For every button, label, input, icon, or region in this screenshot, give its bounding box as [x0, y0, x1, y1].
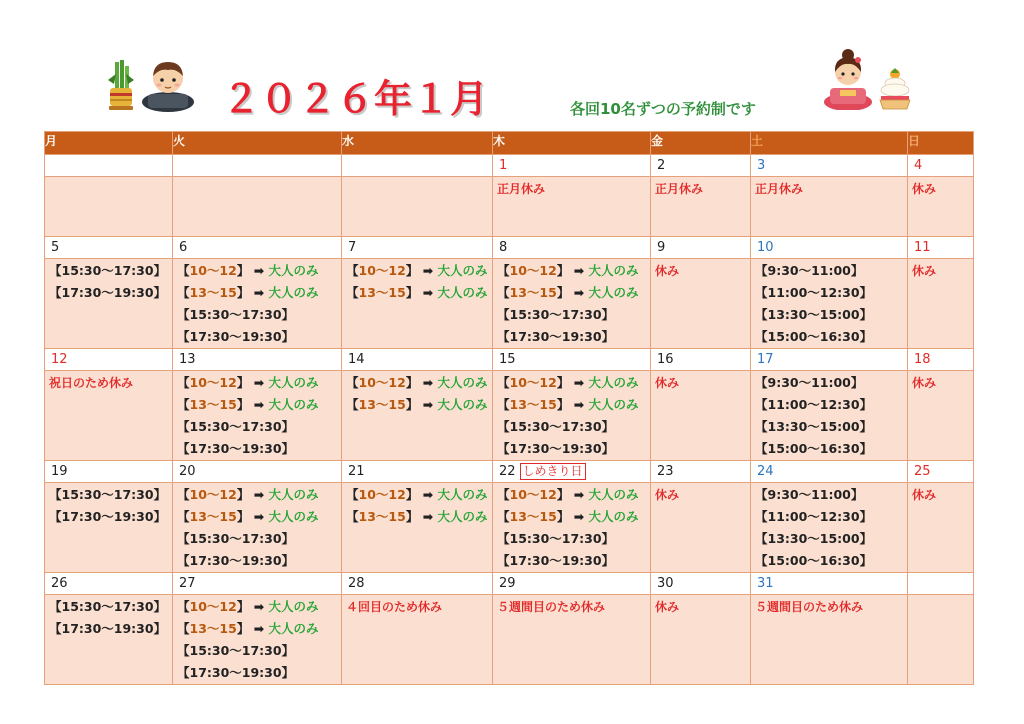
time-slot: 【17:30～19:30】: [49, 509, 167, 524]
date-cell: 29: [493, 573, 651, 595]
arrow-icon: ➡: [253, 621, 265, 636]
schedule-cell: [651, 259, 751, 349]
arrow-icon: ➡: [253, 263, 265, 278]
schedule-cell: [908, 259, 974, 349]
schedule-cell: [751, 177, 908, 237]
date-cell: 1: [493, 155, 651, 177]
date-cell: 27: [173, 573, 342, 595]
calendar-grid: [44, 131, 974, 685]
date-cell: 13: [173, 349, 342, 371]
date-cell: 7: [342, 237, 493, 259]
date-row: [45, 237, 974, 259]
date-cell: [342, 155, 493, 177]
arrow-icon: ➡: [253, 397, 265, 412]
adult-slot: 【10～12】 ➡ 大人のみ: [177, 263, 319, 278]
date-cell: 15: [493, 349, 651, 371]
schedule-cell: [908, 595, 974, 685]
date-cell: [173, 155, 342, 177]
time-slot: 【17:30～19:30】: [49, 621, 167, 636]
page-title: ２０２６年１月: [222, 77, 489, 121]
date-cell: 20: [173, 461, 342, 483]
arrow-icon: ➡: [573, 375, 585, 390]
schedule-cell: [45, 595, 173, 685]
schedule-cell: [45, 371, 173, 461]
adult-slot: 【10～12】 ➡ 大人のみ: [497, 487, 639, 502]
adult-slot: 【13～15】 ➡ 大人のみ: [497, 285, 639, 300]
time-slot: 【15:30～17:30】: [497, 419, 615, 434]
time-slot: 【13:30～15:00】: [755, 531, 873, 546]
time-slot: 【11:00～12:30】: [755, 509, 873, 524]
arrow-icon: ➡: [573, 487, 585, 502]
adult-slot: 【13～15】 ➡ 大人のみ: [346, 285, 488, 300]
schedule-cell: [342, 177, 493, 237]
closed-note: 休み: [655, 264, 680, 278]
adult-slot: 【10～12】 ➡ 大人のみ: [497, 263, 639, 278]
time-slot: 【15:30～17:30】: [49, 263, 167, 278]
weekday-sat: 土: [751, 132, 908, 155]
arrow-icon: ➡: [253, 487, 265, 502]
kagami-mochi-icon: [876, 66, 914, 110]
schedule-cell: [173, 259, 342, 349]
adult-slot: 【13～15】 ➡ 大人のみ: [177, 285, 319, 300]
schedule-row: [45, 483, 974, 573]
weekday-tue: 火: [173, 132, 342, 155]
boy-bowing-icon: [140, 56, 196, 112]
arrow-icon: ➡: [253, 375, 265, 390]
schedule-cell: [493, 595, 651, 685]
closed-note: 休み: [655, 600, 680, 614]
schedule-cell: [651, 371, 751, 461]
schedule-cell: [173, 371, 342, 461]
schedule-cell: [651, 483, 751, 573]
time-slot: 【15:30～17:30】: [497, 307, 615, 322]
schedule-cell: [342, 371, 493, 461]
adult-slot: 【13～15】 ➡ 大人のみ: [497, 509, 639, 524]
kadomatsu-icon: [105, 58, 137, 112]
schedule-cell: [651, 177, 751, 237]
arrow-icon: ➡: [422, 285, 434, 300]
time-slot: 【17:30～19:30】: [177, 441, 295, 456]
arrow-icon: ➡: [422, 397, 434, 412]
schedule-cell: [751, 483, 908, 573]
arrow-icon: ➡: [573, 285, 585, 300]
date-cell: 2: [651, 155, 751, 177]
schedule-cell: [651, 595, 751, 685]
time-slot: 【15:00～16:30】: [755, 441, 873, 456]
date-cell: 22 しめきり日: [493, 461, 651, 483]
page-subtitle: 各回10名ずつの予約制です: [570, 100, 756, 118]
schedule-cell: [342, 595, 493, 685]
closed-note: 休み: [655, 488, 680, 502]
adult-slot: 【13～15】 ➡ 大人のみ: [346, 397, 488, 412]
closed-note: 正月休み: [655, 182, 704, 196]
date-cell: 26: [45, 573, 173, 595]
closed-note: ５週間目のため休み: [755, 600, 864, 614]
date-cell: 3: [751, 155, 908, 177]
date-cell: 9: [651, 237, 751, 259]
schedule-cell: [908, 371, 974, 461]
date-cell: 6: [173, 237, 342, 259]
schedule-cell: [173, 595, 342, 685]
weekday-sun: 日: [908, 132, 974, 155]
schedule-cell: [45, 259, 173, 349]
time-slot: 【11:00～12:30】: [755, 285, 873, 300]
date-cell: 4: [908, 155, 974, 177]
date-row: [45, 349, 974, 371]
time-slot: 【13:30～15:00】: [755, 419, 873, 434]
time-slot: 【17:30～19:30】: [497, 329, 615, 344]
arrow-icon: ➡: [573, 263, 585, 278]
time-slot: 【15:30～17:30】: [177, 419, 295, 434]
date-cell: 10: [751, 237, 908, 259]
date-cell: 17: [751, 349, 908, 371]
schedule-cell: [493, 483, 651, 573]
schedule-row: [45, 177, 974, 237]
schedule-cell: [908, 177, 974, 237]
date-cell: 14: [342, 349, 493, 371]
date-cell: 16: [651, 349, 751, 371]
closed-note: 休み: [912, 182, 937, 196]
time-slot: 【15:30～17:30】: [177, 643, 295, 658]
date-row: [45, 573, 974, 595]
time-slot: 【17:30～19:30】: [497, 553, 615, 568]
schedule-cell: [751, 595, 908, 685]
time-slot: 【15:30～17:30】: [49, 487, 167, 502]
time-slot: 【17:30～19:30】: [177, 553, 295, 568]
date-row: [45, 155, 974, 177]
time-slot: 【15:30～17:30】: [49, 599, 167, 614]
adult-slot: 【10～12】 ➡ 大人のみ: [177, 375, 319, 390]
time-slot: 【17:30～19:30】: [177, 329, 295, 344]
date-cell: 30: [651, 573, 751, 595]
closed-note: ４回目のため休み: [346, 600, 443, 614]
date-cell: 31: [751, 573, 908, 595]
time-slot: 【9:30～11:00】: [755, 263, 864, 278]
adult-slot: 【10～12】 ➡ 大人のみ: [177, 487, 319, 502]
arrow-icon: ➡: [573, 397, 585, 412]
arrow-icon: ➡: [422, 263, 434, 278]
weekday-mon: 月: [45, 132, 173, 155]
time-slot: 【15:30～17:30】: [497, 531, 615, 546]
time-slot: 【17:30～19:30】: [177, 665, 295, 680]
time-slot: 【11:00～12:30】: [755, 397, 873, 412]
time-slot: 【17:30～19:30】: [49, 285, 167, 300]
time-slot: 【9:30～11:00】: [755, 487, 864, 502]
schedule-cell: [751, 259, 908, 349]
date-cell: 19: [45, 461, 173, 483]
schedule-cell: [751, 371, 908, 461]
weekday-header-row: [45, 132, 974, 155]
date-cell: 12: [45, 349, 173, 371]
adult-slot: 【10～12】 ➡ 大人のみ: [346, 375, 488, 390]
schedule-cell: [493, 177, 651, 237]
adult-slot: 【13～15】 ➡ 大人のみ: [346, 509, 488, 524]
date-row: [45, 461, 974, 483]
adult-slot: 【10～12】 ➡ 大人のみ: [346, 487, 488, 502]
arrow-icon: ➡: [422, 375, 434, 390]
time-slot: 【15:30～17:30】: [177, 531, 295, 546]
schedule-cell: [493, 259, 651, 349]
adult-slot: 【13～15】 ➡ 大人のみ: [497, 397, 639, 412]
calendar-header: [0, 0, 1024, 125]
schedule-cell: [173, 177, 342, 237]
closed-note: 祝日のため休み: [49, 376, 134, 390]
date-cell: [908, 573, 974, 595]
time-slot: 【17:30～19:30】: [497, 441, 615, 456]
schedule-row: [45, 259, 974, 349]
closed-note: 休み: [912, 376, 937, 390]
arrow-icon: ➡: [253, 599, 265, 614]
adult-slot: 【10～12】 ➡ 大人のみ: [177, 599, 319, 614]
closed-note: 休み: [912, 488, 937, 502]
date-cell: 21: [342, 461, 493, 483]
date-cell: 18: [908, 349, 974, 371]
date-cell: 28: [342, 573, 493, 595]
weekday-fri: 金: [651, 132, 751, 155]
date-cell: 25: [908, 461, 974, 483]
time-slot: 【15:00～16:30】: [755, 329, 873, 344]
schedule-cell: [908, 483, 974, 573]
date-cell: 8: [493, 237, 651, 259]
closed-note: 休み: [912, 264, 937, 278]
schedule-row: [45, 371, 974, 461]
schedule-cell: [342, 259, 493, 349]
closed-note: ５週間目のため休み: [497, 600, 606, 614]
closed-note: 正月休み: [755, 182, 804, 196]
closed-note: 休み: [655, 376, 680, 390]
arrow-icon: ➡: [573, 509, 585, 524]
date-cell: 23: [651, 461, 751, 483]
arrow-icon: ➡: [253, 285, 265, 300]
date-cell: 5: [45, 237, 173, 259]
weekday-thu: 木: [493, 132, 651, 155]
date-cell: [45, 155, 173, 177]
adult-slot: 【10～12】 ➡ 大人のみ: [497, 375, 639, 390]
time-slot: 【15:00～16:30】: [755, 553, 873, 568]
schedule-cell: [493, 371, 651, 461]
weekday-wed: 水: [342, 132, 493, 155]
time-slot: 【13:30～15:00】: [755, 307, 873, 322]
schedule-cell: [342, 483, 493, 573]
arrow-icon: ➡: [253, 509, 265, 524]
schedule-cell: [45, 483, 173, 573]
schedule-cell: [173, 483, 342, 573]
arrow-icon: ➡: [422, 487, 434, 502]
time-slot: 【15:30～17:30】: [177, 307, 295, 322]
schedule-row: [45, 595, 974, 685]
adult-slot: 【10～12】 ➡ 大人のみ: [346, 263, 488, 278]
deadline-badge: しめきり日: [520, 463, 586, 480]
girl-kimono-icon: [822, 48, 874, 110]
adult-slot: 【13～15】 ➡ 大人のみ: [177, 621, 319, 636]
arrow-icon: ➡: [422, 509, 434, 524]
adult-slot: 【13～15】 ➡ 大人のみ: [177, 397, 319, 412]
schedule-cell: [45, 177, 173, 237]
closed-note: 正月休み: [497, 182, 546, 196]
date-cell: 24: [751, 461, 908, 483]
adult-slot: 【13～15】 ➡ 大人のみ: [177, 509, 319, 524]
date-cell: 11: [908, 237, 974, 259]
time-slot: 【9:30～11:00】: [755, 375, 864, 390]
